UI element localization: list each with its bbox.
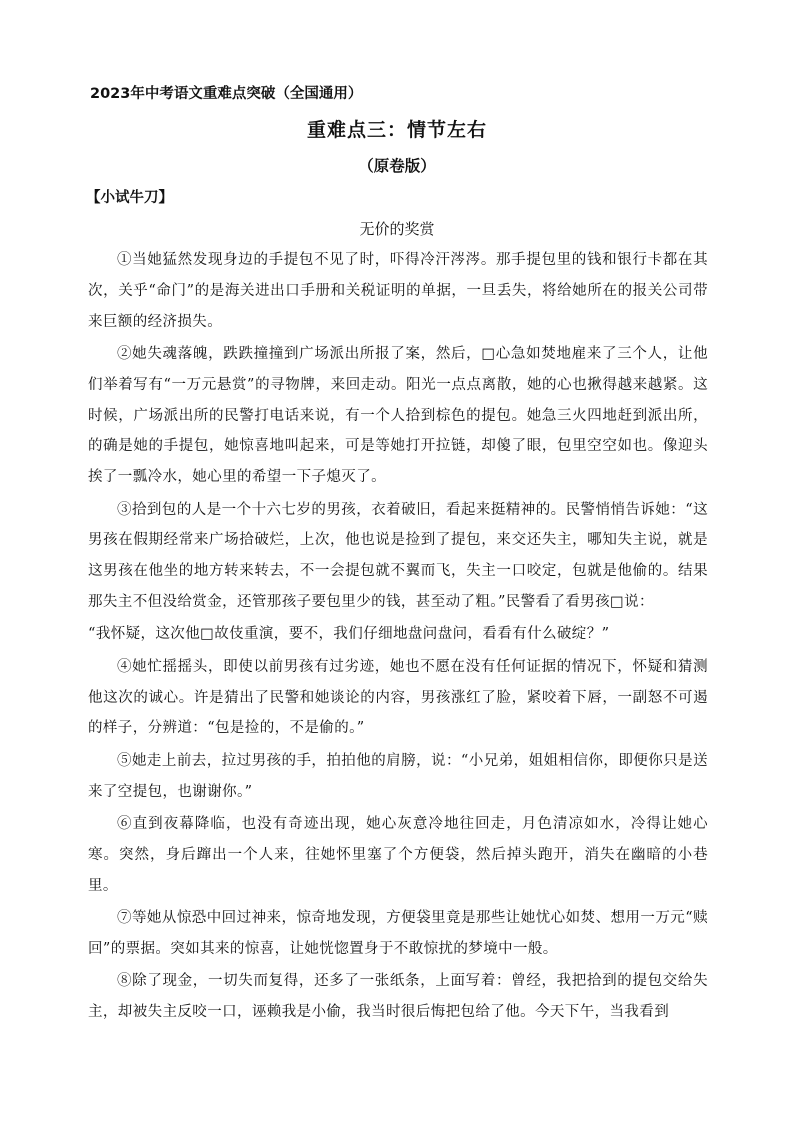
section-label: 【小试牛刀】 xyxy=(86,190,173,206)
paragraph-1: ①当她猛然发现身边的手提包不见了时，吓得冷汗涔涔。那手提包里的钱和银行卡都在其次，关乎“命门”的是海关进出口手册和关税证明的单据，一旦丢失，将给她所在的报关公司带来巨额的经济损失。 xyxy=(88,252,708,330)
paragraph-7: ⑦等她从惊恐中回过神来，惊奇地发现，方便袋里竟是那些让她忧心如焚、想用一万元“赎回”的票据。突如其来的惊喜，让她恍惚置身于不敢惊扰的梦境中一般。 xyxy=(88,909,708,957)
paragraph-6: ⑥直到夜幕降临，也没有奇迹出现，她心灰意冷地往回走，月色清凉如水，冷得让她心寒。突然，身后蹿出一个人来，往她怀里塞了个方便袋，然后掉头跑开，消失在幽暗的小巷里。 xyxy=(88,815,708,894)
story-body xyxy=(88,245,708,1029)
paragraph-4: ④她忙摇摇头，即使以前男孩有过劣迹，她也不愿在没有任何证据的情况下，怀疑和猜测他这次的诚心。许是猜出了民警和她谈论的内容，男孩涨红了脸，紧咬着下唇，一副怒不可遏的样子，分辨道：“包是捡的，不是偷的。” xyxy=(88,658,708,737)
paragraph-5: ⑤她走上前去，拉过男孩的手，拍拍他的肩膀，说：“小兄弟，姐姐相信你，即便你只是送来了空提包，也谢谢你。” xyxy=(88,752,708,800)
page-title: 重难点三：情节左右 xyxy=(306,119,487,141)
page-subtitle: （原卷版） xyxy=(358,157,436,175)
header-line: 2023年中考语文重难点突破（全国通用） xyxy=(90,86,363,102)
paragraph-8: ⑧除了现金，一切失而复得，还多了一张纸条，上面写着：曾经，我把拾到的提包交给失主，却被失主反咬一口，诬赖我是小偷，我当时很后悔把包给了他。今天下午，当我看到 xyxy=(88,973,708,1020)
story-title: 无价的奖赏 xyxy=(359,220,435,238)
paragraph-3: ③拾到包的人是一个十六七岁的男孩，衣着破旧，看起来挺精神的。民警悄悄告诉她：“这男孩在假期经常来广场拾破烂，上次，他也说是捡到了提包，来交还失主，哪知失主说，就是这男孩在他坐的地方转来转去，不一会提包就不翼而飞，失主一口咬定，包就是他偷的。结果那失主不但没给赏金，还管那孩子要包里少的钱，甚至动了粗。”民警看了看男孩□说： xyxy=(88,501,708,610)
paragraph-2: ②她失魂落魄，跌跌撞撞到广场派出所报了案，然后，□心急如焚地雇来了三个人，让他们举着写有“一万元悬赏”的寻物牌，来回走动。阳光一点点离散，她的心也揪得越来越紧。这时候，广场派出所的民警打电话来说，有一个人拾到棕色的提包。她急三火四地赶到派出所，的确是她的手提包，她惊喜地叫起来，可是等她打开拉链，却傻了眼，包里空空如也。像迎头挨了一瓢冷水，她心里的希望一下子熄灭了。 xyxy=(88,345,708,486)
paragraph-3-quote: “我怀疑，这次他□故伎重演，要不，我们仔细地盘问盘问，看看有什么破绽？” xyxy=(88,626,610,643)
